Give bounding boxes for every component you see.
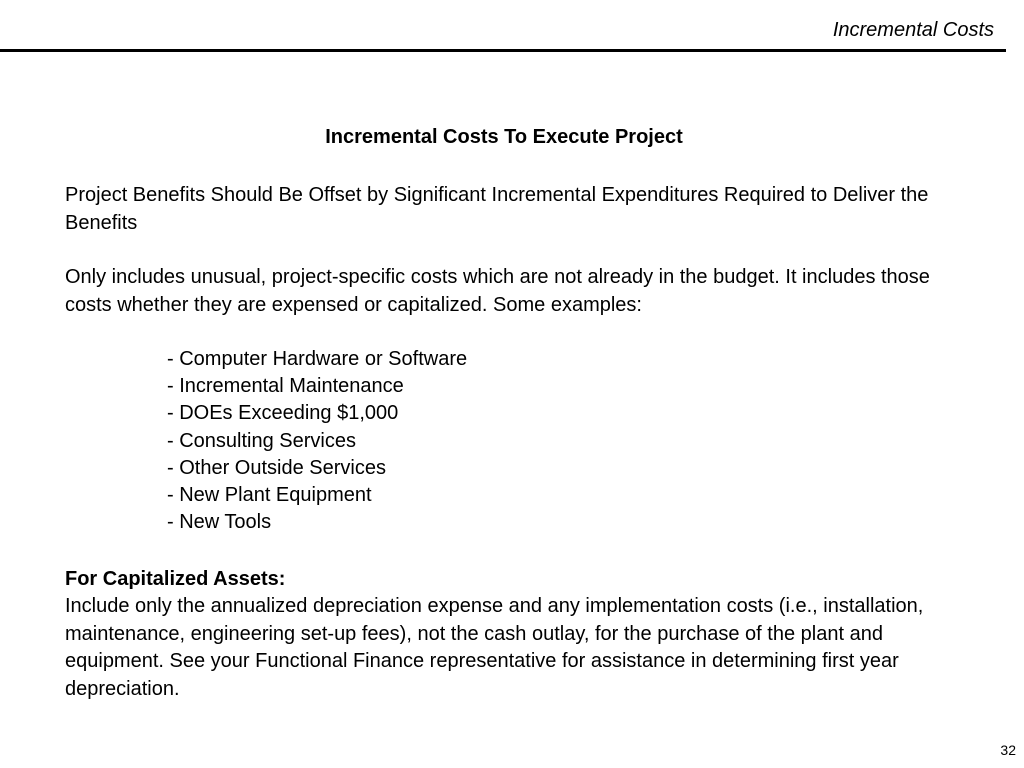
- list-item: - Computer Hardware or Software: [167, 348, 468, 370]
- list-item: - New Plant Equipment: [167, 484, 372, 507]
- paragraph-benefits-offset: Project Benefits Should Be Offset by Significant Incremental Expenditures Required to Deliver the Benefits: [65, 184, 929, 234]
- list-item: - Incremental Maintenance: [167, 375, 404, 398]
- examples-list: [167, 346, 467, 536]
- paragraph-cost-scope: Only includes unusual, project-specific costs which are not already in the budget. It includes those costs whether they are expensed or capitalized. Some examples:: [65, 266, 930, 316]
- list-item: - New Tools: [167, 511, 272, 534]
- paragraph-capitalized-assets: Include only the annualized depreciation expense and any implementation costs (i.e., installation, maintenance, engineering set-up fees), not the cash outlay, for the purchase of the plant and equipment. See your Functional Finance representative for assistance in determining first year depreciation.: [65, 595, 924, 700]
- list-item: - DOEs Exceeding $1,000: [167, 402, 399, 425]
- page-number: 32: [1000, 742, 1016, 758]
- header-divider: [0, 49, 1006, 52]
- capitalized-assets-heading: For Capitalized Assets:: [65, 568, 286, 590]
- slide-heading: Incremental Costs To Execute Project: [325, 126, 683, 148]
- header-title: Incremental Costs: [832, 19, 994, 41]
- list-item: - Other Outside Services: [167, 456, 386, 479]
- list-item: - Consulting Services: [167, 429, 356, 452]
